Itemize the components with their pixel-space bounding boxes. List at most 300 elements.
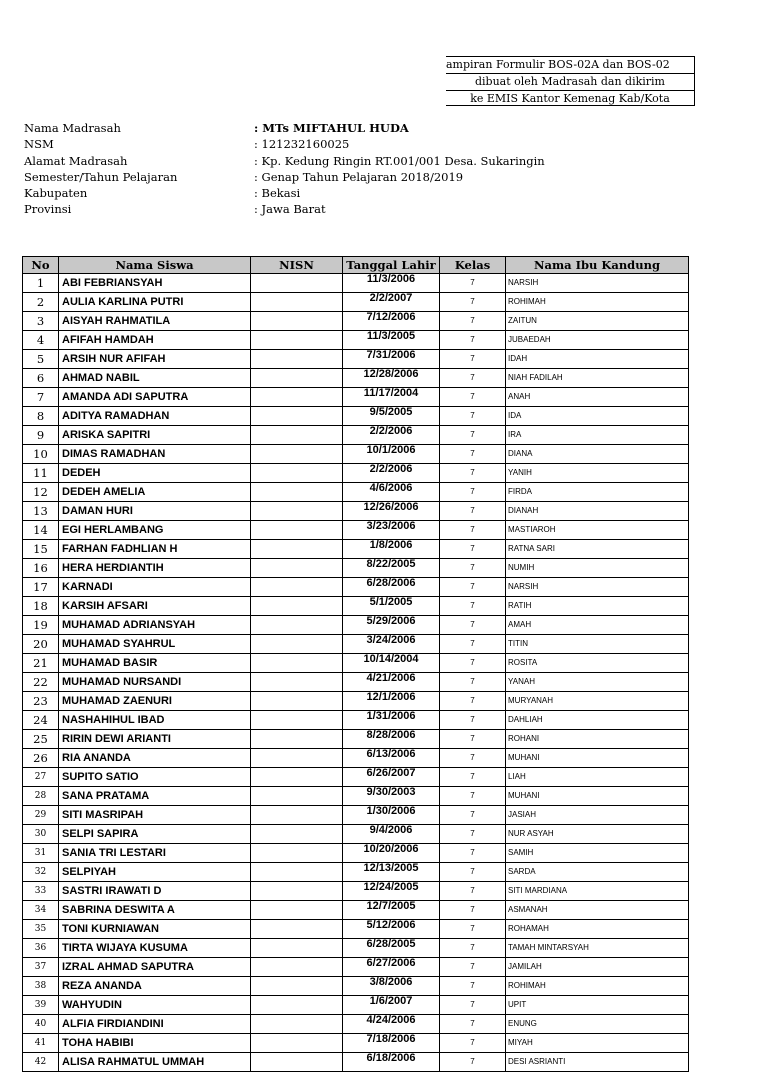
table-row bbox=[23, 749, 689, 768]
row-number-cell: 13 bbox=[23, 502, 59, 521]
nisn-cell bbox=[251, 407, 343, 426]
mother-name-cell: FIRDA bbox=[506, 483, 689, 502]
nisn-cell bbox=[251, 977, 343, 996]
school-info bbox=[24, 120, 545, 218]
class-cell: 7 bbox=[440, 863, 506, 882]
student-name-cell: EGI HERLAMBANG bbox=[59, 521, 251, 540]
row-number-cell: 37 bbox=[23, 958, 59, 977]
mother-name-cell: MIYAH bbox=[506, 1034, 689, 1053]
birth-date-cell: 6/13/2006 bbox=[343, 749, 440, 768]
birth-date-cell: 11/3/2005 bbox=[343, 331, 440, 350]
mother-name-cell: ROHAMAH bbox=[506, 920, 689, 939]
birth-date-cell: 7/18/2006 bbox=[343, 1034, 440, 1053]
row-number-cell: 17 bbox=[23, 578, 59, 597]
row-number-cell: 28 bbox=[23, 787, 59, 806]
student-name-cell: HERA HERDIANTIH bbox=[59, 559, 251, 578]
nisn-cell bbox=[251, 844, 343, 863]
nisn-cell bbox=[251, 730, 343, 749]
class-cell: 7 bbox=[440, 559, 506, 578]
birth-date-cell: 1/30/2006 bbox=[343, 806, 440, 825]
table-row bbox=[23, 673, 689, 692]
mother-name-cell: YANAH bbox=[506, 673, 689, 692]
table-header-row bbox=[23, 257, 689, 274]
student-name-cell: ARISKA SAPITRI bbox=[59, 426, 251, 445]
birth-date-cell: 5/1/2005 bbox=[343, 597, 440, 616]
mother-name-cell: JUBAEDAH bbox=[506, 331, 689, 350]
table-row bbox=[23, 806, 689, 825]
class-cell: 7 bbox=[440, 996, 506, 1015]
birth-date-cell: 1/6/2007 bbox=[343, 996, 440, 1015]
student-name-cell: ABI FEBRIANSYAH bbox=[59, 274, 251, 293]
nisn-cell bbox=[251, 445, 343, 464]
table-row bbox=[23, 768, 689, 787]
row-number-cell: 35 bbox=[23, 920, 59, 939]
student-name-cell: MUHAMAD ZAENURI bbox=[59, 692, 251, 711]
header-line-3: ke EMIS Kantor Kemenag Kab/Kota bbox=[446, 90, 694, 107]
row-number-cell: 26 bbox=[23, 749, 59, 768]
mother-name-cell: JASIAH bbox=[506, 806, 689, 825]
student-name-cell: MUHAMAD ADRIANSYAH bbox=[59, 616, 251, 635]
class-cell: 7 bbox=[440, 350, 506, 369]
table-row bbox=[23, 1015, 689, 1034]
table-row bbox=[23, 445, 689, 464]
student-name-cell: SITI MASRIPAH bbox=[59, 806, 251, 825]
row-number-cell: 3 bbox=[23, 312, 59, 331]
student-name-cell: SANIA TRI LESTARI bbox=[59, 844, 251, 863]
row-number-cell: 8 bbox=[23, 407, 59, 426]
student-name-cell: IZRAL AHMAD SAPUTRA bbox=[59, 958, 251, 977]
student-name-cell: DAMAN HURI bbox=[59, 502, 251, 521]
class-cell: 7 bbox=[440, 882, 506, 901]
student-name-cell: TONI KURNIAWAN bbox=[59, 920, 251, 939]
mother-name-cell: DESI ASRIANTI bbox=[506, 1053, 689, 1072]
student-name-cell: MUHAMAD BASIR bbox=[59, 654, 251, 673]
nisn-cell bbox=[251, 692, 343, 711]
row-number-cell: 10 bbox=[23, 445, 59, 464]
nisn-cell bbox=[251, 521, 343, 540]
row-number-cell: 23 bbox=[23, 692, 59, 711]
mother-name-cell: YANIH bbox=[506, 464, 689, 483]
info-value: : MTs MIFTAHUL HUDA bbox=[254, 121, 409, 135]
student-name-cell: DEDEH bbox=[59, 464, 251, 483]
class-cell: 7 bbox=[440, 1015, 506, 1034]
birth-date-cell: 2/2/2007 bbox=[343, 293, 440, 312]
table-row bbox=[23, 920, 689, 939]
nisn-cell bbox=[251, 654, 343, 673]
mother-name-cell: DIANAH bbox=[506, 502, 689, 521]
class-cell: 7 bbox=[440, 369, 506, 388]
mother-name-cell: IDA bbox=[506, 407, 689, 426]
mother-name-cell: ROHIMAH bbox=[506, 293, 689, 312]
mother-name-cell: NIAH FADILAH bbox=[506, 369, 689, 388]
birth-date-cell: 11/3/2006 bbox=[343, 274, 440, 293]
table-row bbox=[23, 578, 689, 597]
class-cell: 7 bbox=[440, 388, 506, 407]
row-number-cell: 30 bbox=[23, 825, 59, 844]
birth-date-cell: 4/24/2006 bbox=[343, 1015, 440, 1034]
student-name-cell: RIA ANANDA bbox=[59, 749, 251, 768]
birth-date-cell: 7/31/2006 bbox=[343, 350, 440, 369]
class-cell: 7 bbox=[440, 711, 506, 730]
class-cell: 7 bbox=[440, 787, 506, 806]
student-name-cell: WAHYUDIN bbox=[59, 996, 251, 1015]
class-cell: 7 bbox=[440, 920, 506, 939]
info-row-nsm bbox=[24, 136, 545, 152]
table-row bbox=[23, 977, 689, 996]
row-number-cell: 15 bbox=[23, 540, 59, 559]
row-number-cell: 18 bbox=[23, 597, 59, 616]
birth-date-cell: 2/2/2006 bbox=[343, 464, 440, 483]
table-row bbox=[23, 559, 689, 578]
student-name-cell: AMANDA ADI SAPUTRA bbox=[59, 388, 251, 407]
birth-date-cell: 4/6/2006 bbox=[343, 483, 440, 502]
class-cell: 7 bbox=[440, 540, 506, 559]
class-cell: 7 bbox=[440, 521, 506, 540]
class-cell: 7 bbox=[440, 901, 506, 920]
table-row bbox=[23, 711, 689, 730]
mother-name-cell: ROHIMAH bbox=[506, 977, 689, 996]
nisn-cell bbox=[251, 749, 343, 768]
birth-date-cell: 9/4/2006 bbox=[343, 825, 440, 844]
table-row bbox=[23, 521, 689, 540]
mother-name-cell: ASMANAH bbox=[506, 901, 689, 920]
table-row bbox=[23, 464, 689, 483]
student-name-cell: TIRTA WIJAYA KUSUMA bbox=[59, 939, 251, 958]
mother-name-cell: IDAH bbox=[506, 350, 689, 369]
class-cell: 7 bbox=[440, 274, 506, 293]
table-row bbox=[23, 958, 689, 977]
class-cell: 7 bbox=[440, 597, 506, 616]
nisn-cell bbox=[251, 958, 343, 977]
mother-name-cell: ANAH bbox=[506, 388, 689, 407]
student-name-cell: DIMAS RAMADHAN bbox=[59, 445, 251, 464]
birth-date-cell: 10/14/2004 bbox=[343, 654, 440, 673]
class-cell: 7 bbox=[440, 654, 506, 673]
header-class: Kelas bbox=[440, 257, 506, 274]
nisn-cell bbox=[251, 1015, 343, 1034]
table-body bbox=[23, 274, 689, 1072]
nisn-cell bbox=[251, 483, 343, 502]
nisn-cell bbox=[251, 578, 343, 597]
student-table bbox=[22, 256, 689, 1072]
birth-date-cell: 11/17/2004 bbox=[343, 388, 440, 407]
birth-date-cell: 3/24/2006 bbox=[343, 635, 440, 654]
header-student-name: Nama Siswa bbox=[59, 257, 251, 274]
row-number-cell: 22 bbox=[23, 673, 59, 692]
nisn-cell bbox=[251, 293, 343, 312]
mother-name-cell: DAHLIAH bbox=[506, 711, 689, 730]
info-value: : 121232160025 bbox=[254, 137, 350, 152]
class-cell: 7 bbox=[440, 293, 506, 312]
birth-date-cell: 3/23/2006 bbox=[343, 521, 440, 540]
nisn-cell bbox=[251, 312, 343, 331]
table-row bbox=[23, 293, 689, 312]
table-row bbox=[23, 312, 689, 331]
mother-name-cell: ZAITUN bbox=[506, 312, 689, 331]
birth-date-cell: 1/8/2006 bbox=[343, 540, 440, 559]
nisn-cell bbox=[251, 426, 343, 445]
mother-name-cell: SARDA bbox=[506, 863, 689, 882]
header-line-1: ampiran Formulir BOS-02A dan BOS-02 bbox=[446, 58, 670, 71]
birth-date-cell: 12/28/2006 bbox=[343, 369, 440, 388]
birth-date-cell: 6/18/2006 bbox=[343, 1053, 440, 1072]
student-name-cell: RIRIN DEWI ARIANTI bbox=[59, 730, 251, 749]
table-row bbox=[23, 996, 689, 1015]
mother-name-cell: TITIN bbox=[506, 635, 689, 654]
mother-name-cell: NUR ASYAH bbox=[506, 825, 689, 844]
nisn-cell bbox=[251, 939, 343, 958]
student-name-cell: TOHA HABIBI bbox=[59, 1034, 251, 1053]
table-row bbox=[23, 939, 689, 958]
nisn-cell bbox=[251, 863, 343, 882]
row-number-cell: 27 bbox=[23, 768, 59, 787]
table-row bbox=[23, 825, 689, 844]
table-row bbox=[23, 407, 689, 426]
mother-name-cell: NARSIH bbox=[506, 274, 689, 293]
class-cell: 7 bbox=[440, 407, 506, 426]
table-row bbox=[23, 483, 689, 502]
row-number-cell: 5 bbox=[23, 350, 59, 369]
class-cell: 7 bbox=[440, 844, 506, 863]
table-row bbox=[23, 1034, 689, 1053]
header-mother-name: Nama Ibu Kandung bbox=[506, 257, 689, 274]
header-nisn: NISN bbox=[251, 257, 343, 274]
student-name-cell: AHMAD NABIL bbox=[59, 369, 251, 388]
mother-name-cell: NARSIH bbox=[506, 578, 689, 597]
nisn-cell bbox=[251, 369, 343, 388]
table-row bbox=[23, 426, 689, 445]
birth-date-cell: 9/5/2005 bbox=[343, 407, 440, 426]
student-name-cell: SELPI SAPIRA bbox=[59, 825, 251, 844]
nisn-cell bbox=[251, 806, 343, 825]
birth-date-cell: 4/21/2006 bbox=[343, 673, 440, 692]
nisn-cell bbox=[251, 350, 343, 369]
student-name-cell: SELPIYAH bbox=[59, 863, 251, 882]
header-no: No bbox=[23, 257, 59, 274]
info-value: : Jawa Barat bbox=[254, 202, 326, 217]
row-number-cell: 11 bbox=[23, 464, 59, 483]
info-value: : Kp. Kedung Ringin RT.001/001 Desa. Sukaringin bbox=[254, 153, 545, 168]
nisn-cell bbox=[251, 540, 343, 559]
row-number-cell: 34 bbox=[23, 901, 59, 920]
table-row bbox=[23, 331, 689, 350]
mother-name-cell: IRA bbox=[506, 426, 689, 445]
class-cell: 7 bbox=[440, 578, 506, 597]
class-cell: 7 bbox=[440, 692, 506, 711]
row-number-cell: 38 bbox=[23, 977, 59, 996]
table-row bbox=[23, 863, 689, 882]
nisn-cell bbox=[251, 635, 343, 654]
row-number-cell: 29 bbox=[23, 806, 59, 825]
info-label: Provinsi bbox=[24, 202, 72, 217]
row-number-cell: 4 bbox=[23, 331, 59, 350]
row-number-cell: 12 bbox=[23, 483, 59, 502]
class-cell: 7 bbox=[440, 445, 506, 464]
class-cell: 7 bbox=[440, 426, 506, 445]
mother-name-cell: UPIT bbox=[506, 996, 689, 1015]
mother-name-cell: MURYANAH bbox=[506, 692, 689, 711]
row-number-cell: 32 bbox=[23, 863, 59, 882]
nisn-cell bbox=[251, 464, 343, 483]
mother-name-cell: RATNA SARI bbox=[506, 540, 689, 559]
birth-date-cell: 12/26/2006 bbox=[343, 502, 440, 521]
class-cell: 7 bbox=[440, 825, 506, 844]
mother-name-cell: TAMAH MINTARSYAH bbox=[506, 939, 689, 958]
student-name-cell: SABRINA DESWITA A bbox=[59, 901, 251, 920]
row-number-cell: 19 bbox=[23, 616, 59, 635]
mother-name-cell: JAMILAH bbox=[506, 958, 689, 977]
birth-date-cell: 2/2/2006 bbox=[343, 426, 440, 445]
student-name-cell: DEDEH AMELIA bbox=[59, 483, 251, 502]
class-cell: 7 bbox=[440, 768, 506, 787]
class-cell: 7 bbox=[440, 730, 506, 749]
birth-date-cell: 1/31/2006 bbox=[343, 711, 440, 730]
header-birth-date: Tanggal Lahir bbox=[343, 257, 440, 274]
table-row bbox=[23, 730, 689, 749]
class-cell: 7 bbox=[440, 806, 506, 825]
table-row bbox=[23, 274, 689, 293]
student-name-cell: FARHAN FADHLIAN H bbox=[59, 540, 251, 559]
row-number-cell: 7 bbox=[23, 388, 59, 407]
student-name-cell: MUHAMAD SYAHRUL bbox=[59, 635, 251, 654]
student-name-cell: ALFIA FIRDIANDINI bbox=[59, 1015, 251, 1034]
student-name-cell: ARSIH NUR AFIFAH bbox=[59, 350, 251, 369]
table-row bbox=[23, 787, 689, 806]
class-cell: 7 bbox=[440, 635, 506, 654]
nisn-cell bbox=[251, 882, 343, 901]
info-value: : Genap Tahun Pelajaran 2018/2019 bbox=[254, 169, 464, 184]
mother-name-cell: ENUNG bbox=[506, 1015, 689, 1034]
info-label: Alamat Madrasah bbox=[24, 153, 128, 168]
mother-name-cell: MUHANI bbox=[506, 787, 689, 806]
birth-date-cell: 9/30/2003 bbox=[343, 787, 440, 806]
class-cell: 7 bbox=[440, 958, 506, 977]
info-label: Kabupaten bbox=[24, 186, 88, 201]
info-label: Semester/Tahun Pelajaran bbox=[24, 169, 178, 184]
table-row bbox=[23, 844, 689, 863]
nisn-cell bbox=[251, 996, 343, 1015]
student-name-cell: AULIA KARLINA PUTRI bbox=[59, 293, 251, 312]
mother-name-cell: SAMIH bbox=[506, 844, 689, 863]
row-number-cell: 14 bbox=[23, 521, 59, 540]
mother-name-cell: LIAH bbox=[506, 768, 689, 787]
table-row bbox=[23, 369, 689, 388]
birth-date-cell: 6/27/2006 bbox=[343, 958, 440, 977]
row-number-cell: 39 bbox=[23, 996, 59, 1015]
row-number-cell: 16 bbox=[23, 559, 59, 578]
row-number-cell: 21 bbox=[23, 654, 59, 673]
nisn-cell bbox=[251, 901, 343, 920]
student-name-cell: KARNADI bbox=[59, 578, 251, 597]
nisn-cell bbox=[251, 1053, 343, 1072]
student-name-cell: SUPITO SATIO bbox=[59, 768, 251, 787]
attachment-header-box bbox=[446, 56, 695, 106]
student-name-cell: ADITYA RAMADHAN bbox=[59, 407, 251, 426]
birth-date-cell: 12/13/2005 bbox=[343, 863, 440, 882]
mother-name-cell: MASTIAROH bbox=[506, 521, 689, 540]
mother-name-cell: ROHANI bbox=[506, 730, 689, 749]
info-row-province bbox=[24, 201, 545, 217]
birth-date-cell: 8/22/2005 bbox=[343, 559, 440, 578]
nisn-cell bbox=[251, 274, 343, 293]
info-row-regency bbox=[24, 185, 545, 201]
birth-date-cell: 6/28/2006 bbox=[343, 578, 440, 597]
class-cell: 7 bbox=[440, 1034, 506, 1053]
mother-name-cell: AMAH bbox=[506, 616, 689, 635]
row-number-cell: 33 bbox=[23, 882, 59, 901]
nisn-cell bbox=[251, 787, 343, 806]
table-row bbox=[23, 654, 689, 673]
student-name-cell: KARSIH AFSARI bbox=[59, 597, 251, 616]
mother-name-cell: ROSITA bbox=[506, 654, 689, 673]
class-cell: 7 bbox=[440, 483, 506, 502]
table-row bbox=[23, 616, 689, 635]
birth-date-cell: 10/20/2006 bbox=[343, 844, 440, 863]
nisn-cell bbox=[251, 502, 343, 521]
student-name-cell: MUHAMAD NURSANDI bbox=[59, 673, 251, 692]
nisn-cell bbox=[251, 1034, 343, 1053]
class-cell: 7 bbox=[440, 464, 506, 483]
table-row bbox=[23, 540, 689, 559]
row-number-cell: 25 bbox=[23, 730, 59, 749]
table-row bbox=[23, 502, 689, 521]
student-name-cell: AFIFAH HAMDAH bbox=[59, 331, 251, 350]
nisn-cell bbox=[251, 559, 343, 578]
table-row bbox=[23, 882, 689, 901]
student-name-cell: REZA ANANDA bbox=[59, 977, 251, 996]
birth-date-cell: 12/7/2005 bbox=[343, 901, 440, 920]
birth-date-cell: 7/12/2006 bbox=[343, 312, 440, 331]
mother-name-cell: MUHANI bbox=[506, 749, 689, 768]
mother-name-cell: DIANA bbox=[506, 445, 689, 464]
mother-name-cell: RATIH bbox=[506, 597, 689, 616]
class-cell: 7 bbox=[440, 331, 506, 350]
class-cell: 7 bbox=[440, 1053, 506, 1072]
nisn-cell bbox=[251, 920, 343, 939]
class-cell: 7 bbox=[440, 939, 506, 958]
class-cell: 7 bbox=[440, 749, 506, 768]
nisn-cell bbox=[251, 616, 343, 635]
class-cell: 7 bbox=[440, 673, 506, 692]
info-value: : Bekasi bbox=[254, 186, 301, 201]
info-label: NSM bbox=[24, 137, 54, 152]
row-number-cell: 9 bbox=[23, 426, 59, 445]
class-cell: 7 bbox=[440, 977, 506, 996]
row-number-cell: 41 bbox=[23, 1034, 59, 1053]
student-name-cell: SANA PRATAMA bbox=[59, 787, 251, 806]
header-line-2: dibuat oleh Madrasah dan dikirim bbox=[446, 73, 694, 90]
birth-date-cell: 12/1/2006 bbox=[343, 692, 440, 711]
row-number-cell: 2 bbox=[23, 293, 59, 312]
birth-date-cell: 6/26/2007 bbox=[343, 768, 440, 787]
student-name-cell: SASTRI IRAWATI D bbox=[59, 882, 251, 901]
mother-name-cell: NUMIH bbox=[506, 559, 689, 578]
birth-date-cell: 5/29/2006 bbox=[343, 616, 440, 635]
birth-date-cell: 10/1/2006 bbox=[343, 445, 440, 464]
birth-date-cell: 8/28/2006 bbox=[343, 730, 440, 749]
info-row-semester bbox=[24, 169, 545, 185]
birth-date-cell: 3/8/2006 bbox=[343, 977, 440, 996]
table-row bbox=[23, 1053, 689, 1072]
nisn-cell bbox=[251, 768, 343, 787]
table-row bbox=[23, 597, 689, 616]
birth-date-cell: 12/24/2005 bbox=[343, 882, 440, 901]
student-name-cell: AISYAH RAHMATILA bbox=[59, 312, 251, 331]
table-row bbox=[23, 635, 689, 654]
table-row bbox=[23, 901, 689, 920]
table-row bbox=[23, 350, 689, 369]
row-number-cell: 31 bbox=[23, 844, 59, 863]
